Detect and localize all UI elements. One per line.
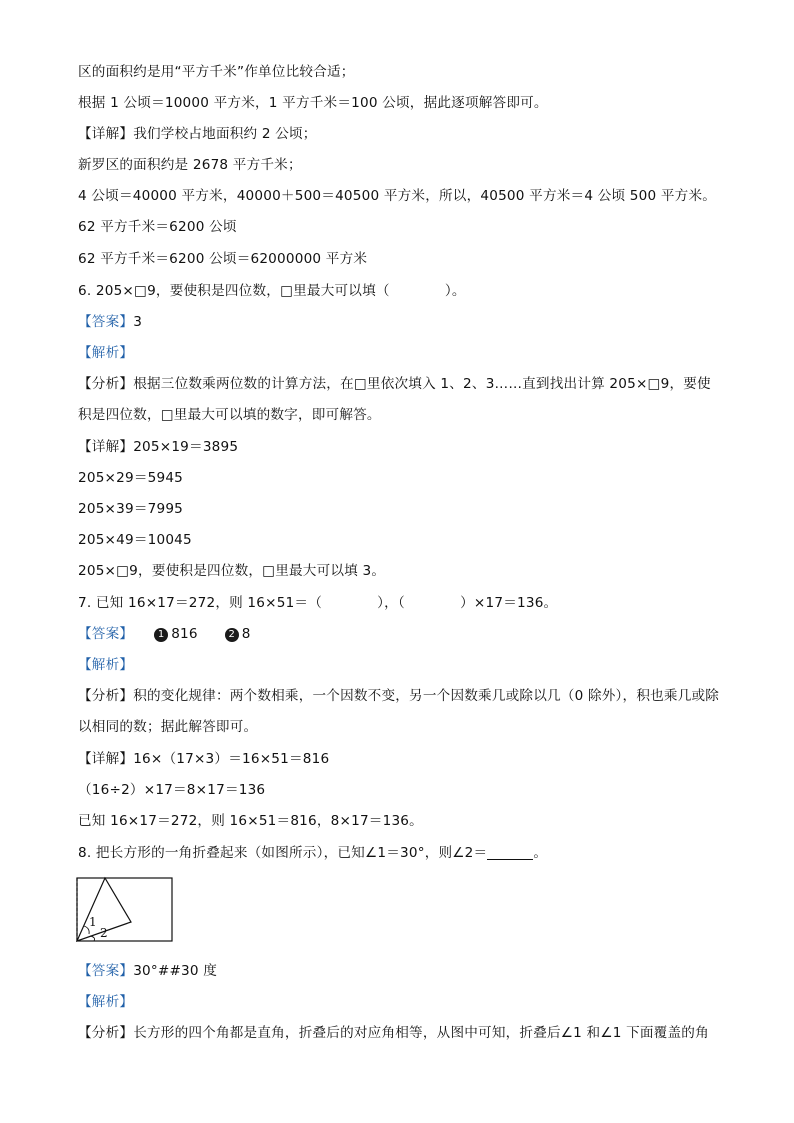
fenxi-text: 根据三位数乘两位数的计算方法，在□里依次填入 1、2、3……直到找出计算 205×□9，要使 (133, 376, 711, 392)
detail-line (78, 749, 329, 769)
detail-text: 205×19＝3895 (133, 439, 239, 455)
answer-line (78, 312, 142, 332)
text-line: 区的面积约是用“平方千米”作单位比较合适； (78, 64, 355, 80)
answer-blank (487, 845, 533, 860)
detail-text: 我们学校占地面积约 2 公顷； (133, 126, 317, 142)
detail-line: 205×39＝7995 (78, 501, 184, 517)
answer-value: 30°##30 度 (133, 963, 218, 979)
text-line: 62 平方千米＝6200 公顷 (78, 219, 237, 235)
answer-value-2: 8 (241, 626, 251, 642)
analysis-tag: 【解析】 (78, 994, 134, 1010)
analysis-line (78, 374, 711, 394)
text-line: 新罗区的面积约是 2678 平方千米； (78, 157, 302, 173)
detail-tag: 【详解】 (78, 126, 134, 142)
detail-text: 16×（17×3）＝16×51＝816 (133, 751, 330, 767)
question-8-end: 。 (533, 845, 548, 861)
detail-tag: 【详解】 (78, 439, 134, 455)
folded-rectangle-figure (76, 876, 176, 944)
fenxi-tag: 【分析】 (78, 688, 134, 704)
answer-marker-2: 2 (225, 628, 239, 642)
question-8-text: 8. 把长方形的一角折叠起来（如图所示），已知∠1＝30°，则∠2＝ (78, 845, 488, 861)
text-line: 62 平方千米＝6200 公顷＝62000000 平方米 (78, 251, 368, 267)
detail-tag: 【详解】 (78, 751, 134, 767)
question-7: 7. 已知 16×17＝272，则 16×51＝（ ），（ ）×17＝136。 (78, 595, 558, 611)
text-line (78, 124, 317, 144)
answer-line (78, 624, 251, 644)
analysis-tag: 【解析】 (78, 345, 134, 361)
text-line: 根据 1 公顷＝10000 平方米，1 平方千米＝100 公顷，据此逐项解答即可。 (78, 95, 548, 111)
analysis-line (78, 686, 719, 706)
answer-value: 3 (133, 314, 143, 330)
detail-line: 205×49＝10045 (78, 532, 192, 548)
answer-marker-1: 1 (154, 628, 168, 642)
fenxi-text: 长方形的四个角都是直角，折叠后的对应角相等，从图中可知，折叠后∠1 和∠1 下面覆盖的角 (133, 1025, 709, 1041)
answer-line (78, 961, 217, 981)
angle-label-2: 2 (100, 926, 108, 940)
answer-tag: 【答案】 (78, 314, 134, 330)
analysis-line: 以相同的数；据此解答即可。 (78, 719, 258, 735)
analysis-line: 积是四位数，□里最大可以填的数字，即可解答。 (78, 407, 381, 423)
detail-line: 205×□9，要使积是四位数，□里最大可以填 3。 (78, 563, 386, 579)
question-8 (78, 843, 547, 863)
fenxi-text: 积的变化规律：两个数相乘，一个因数不变，另一个因数乘几或除以几（0 除外），积也乘几或除 (133, 688, 720, 704)
detail-line (78, 437, 238, 457)
detail-line: （16÷2）×17＝8×17＝136 (78, 782, 266, 798)
text-line: 4 公顷＝40000 平方米，40000＋500＝40500 平方米，所以，40500 平方米＝4 公顷 500 平方米。 (78, 188, 717, 204)
analysis-tag: 【解析】 (78, 657, 134, 673)
question-6: 6. 205×□9，要使积是四位数，□里最大可以填（ ）。 (78, 283, 466, 299)
fenxi-tag: 【分析】 (78, 1025, 134, 1041)
answer-tag: 【答案】 (78, 963, 134, 979)
angle-label-1: 1 (89, 915, 97, 929)
answer-value-1: 816 (171, 626, 198, 642)
analysis-line (78, 1023, 709, 1043)
detail-line: 已知 16×17＝272，则 16×51＝816，8×17＝136。 (78, 813, 423, 829)
answer-tag: 【答案】 (78, 626, 134, 642)
detail-line: 205×29＝5945 (78, 470, 184, 486)
fenxi-tag: 【分析】 (78, 376, 134, 392)
